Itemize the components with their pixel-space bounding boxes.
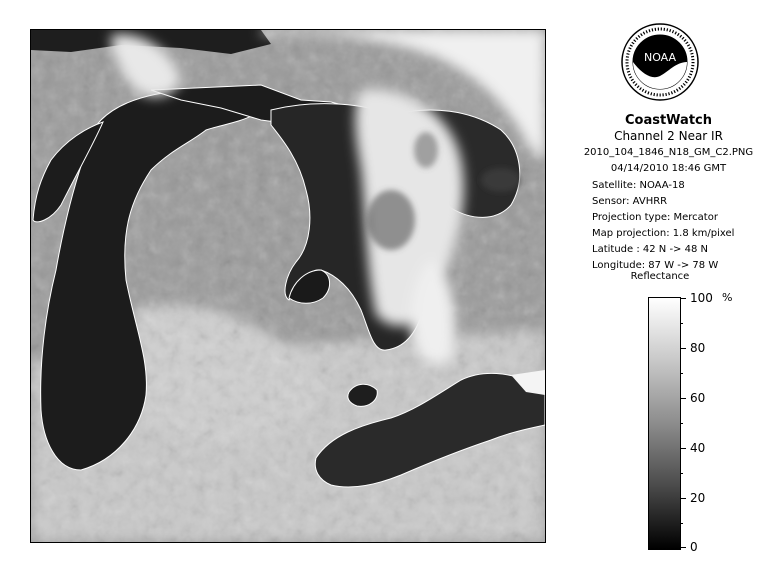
sensor-label: Sensor: AVHRR [592, 196, 668, 207]
minor-tick [680, 523, 683, 524]
tick-label: 100 [690, 291, 713, 305]
acquisition-datetime: 04/14/2010 18:46 GMT [610, 163, 727, 174]
map-image [31, 30, 545, 542]
tick-label: 0 [690, 540, 698, 554]
satellite-map [30, 29, 546, 543]
tick-label: 20 [690, 491, 706, 505]
legend-unit: % [722, 291, 733, 304]
image-filename: 2010_104_1846_N18_GM_C2.PNG [583, 147, 754, 158]
tick-20 [680, 498, 686, 499]
logo-center-text: NOAA [643, 51, 677, 64]
minor-tick [680, 323, 683, 324]
minor-tick [680, 373, 683, 374]
satellite-label: Satellite: NOAA-18 [592, 180, 685, 191]
channel-label: Channel 2 Near IR [614, 129, 723, 143]
noaa-logo-icon [620, 22, 700, 102]
projection-type-label: Projection type: Mercator [592, 212, 718, 223]
legend-title: Reflectance [630, 271, 690, 282]
tick-0 [680, 547, 686, 548]
colorbar [648, 297, 681, 550]
tick-60 [680, 398, 686, 399]
tick-80 [680, 348, 686, 349]
tick-label: 80 [690, 341, 706, 355]
tick-label: 60 [690, 391, 706, 405]
longitude-label: Longitude: 87 W -> 78 W [592, 260, 719, 271]
tick-100 [680, 298, 686, 299]
map-projection-label: Map projection: 1.8 km/pixel [592, 228, 735, 239]
product-title: CoastWatch [624, 113, 713, 128]
tick-label: 40 [690, 441, 706, 455]
tick-40 [680, 448, 686, 449]
latitude-label: Latitude : 42 N -> 48 N [592, 244, 708, 255]
minor-tick [680, 473, 683, 474]
minor-tick [680, 423, 683, 424]
